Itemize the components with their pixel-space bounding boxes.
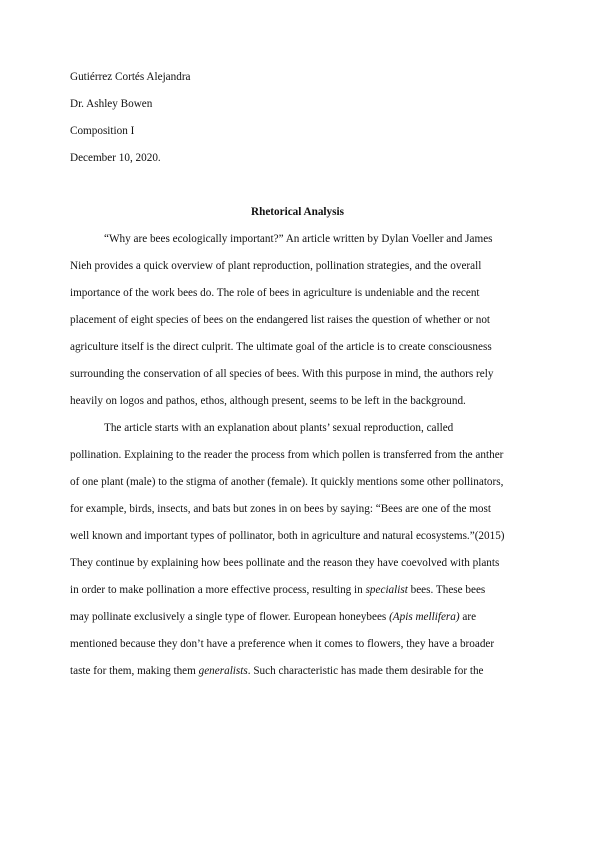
paragraph-line: mentioned because they don’t have a preference when it comes to flowers, they have a broader [70, 638, 495, 650]
italic-term: specialist [365, 584, 408, 596]
italic-term: generalists [198, 665, 248, 677]
paragraph-line: heavily on logos and pathos, ethos, although present, seems to be left in the background. [70, 395, 466, 407]
text-run: are [459, 611, 477, 623]
course-name: Composition I [70, 125, 135, 137]
paragraph-line: agriculture itself is the direct culprit. The ultimate goal of the article is to create consciousness [70, 341, 492, 353]
date-line: December 10, 2020. [70, 152, 161, 164]
paragraph-line: pollination. Explaining to the reader the process from which pollen is transferred from the anther [70, 449, 504, 461]
paragraph-line: for example, birds, insects, and bats but zones in on bees by saying: “Bees are one of the most [70, 503, 491, 515]
paragraph-line: “Why are bees ecologically important?” An article written by Dylan Voeller and James [104, 233, 493, 245]
paragraph-line: Nieh provides a quick overview of plant reproduction, pollination strategies, and the overall [70, 260, 482, 272]
student-name: Gutiérrez Cortés Alejandra [70, 71, 191, 83]
paragraph-line: The article starts with an explanation about plants’ sexual reproduction, called [104, 422, 454, 434]
paragraph-line [70, 583, 525, 597]
paragraph-line: placement of eight species of bees on the endangered list raises the question of whether or not [70, 314, 491, 326]
text-run: bees. These bees [407, 584, 486, 596]
paragraph-line: importance of the work bees do. The role of bees in agriculture is undeniable and the recent [70, 287, 480, 299]
text-run: may pollinate exclusively a single type of flower. European honeybees [70, 611, 390, 623]
paragraph-line [70, 610, 525, 624]
paragraph-line: of one plant (male) to the stigma of another (female). It quickly mentions some other pollinators, [70, 476, 504, 488]
instructor-name: Dr. Ashley Bowen [70, 98, 153, 110]
document-title: Rhetorical Analysis [251, 206, 344, 218]
paragraph-line: well known and important types of pollinator, both in agriculture and natural ecosystems.”(2015) [70, 530, 505, 542]
text-run: taste for them, making them [70, 665, 199, 677]
paragraph-line: surrounding the conservation of all species of bees. With this purpose in mind, the authors rely [70, 368, 494, 380]
paragraph-line: They continue by explaining how bees pollinate and the reason they have coevolved with plants [70, 557, 500, 569]
text-run: in order to make pollination a more effective process, resulting in [70, 584, 366, 596]
paragraph-line [70, 664, 525, 678]
italic-term: (Apis mellifera) [389, 611, 460, 623]
text-run: . Such characteristic has made them desirable for the [247, 665, 484, 677]
